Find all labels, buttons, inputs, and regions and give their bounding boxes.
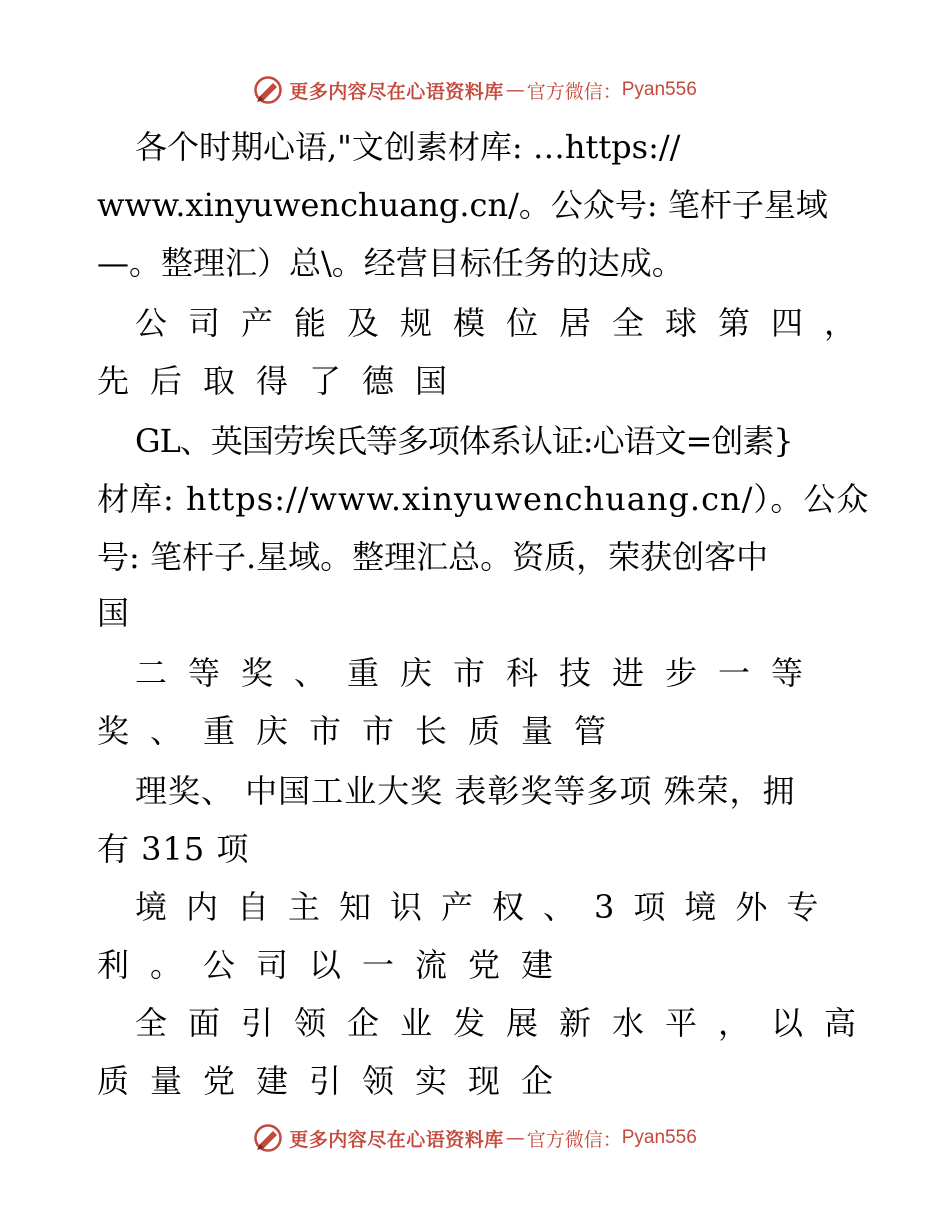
pen-logo-icon — [253, 75, 283, 105]
body-line: 二等奖、重庆市科技进步一等 — [135, 654, 825, 692]
body-line: 材库: https://www.xinyuwenchuang.cn/）。公众 — [97, 480, 870, 518]
body-line: www.xinyuwenchuang.cn/。公众号: 笔杆子星域 — [97, 186, 828, 224]
body-line: 奖、重庆市市长质量管 — [97, 712, 628, 750]
banner-text: 更多内容尽在心语资料库 — [289, 1128, 504, 1151]
body-line: 有 315 项 — [97, 830, 250, 868]
pen-logo-icon — [253, 1123, 283, 1153]
body-line: 国 — [97, 594, 130, 632]
body-line: 质量党建引领实现企 — [97, 1062, 575, 1100]
banner-wechat-label: 官方微信： — [526, 1128, 622, 1151]
body-line: 公司产能及规模位居全球第四， — [135, 304, 878, 342]
banner-separator: — — [505, 1127, 525, 1149]
footer-watermark-banner — [0, 1118, 950, 1158]
body-line: 号: 笔杆子.星域。整理汇总。资质，荣获创客中 — [97, 538, 769, 576]
body-line: 先后取得了德国 — [97, 362, 469, 400]
body-line: 境内自主知识产权、3项境外专 — [135, 888, 838, 926]
banner-wechat-label: 官方微信： — [526, 80, 622, 103]
body-line: 全面引领企业发展新水平，以高 — [135, 1004, 878, 1042]
banner-handle: Pyan556 — [621, 79, 697, 100]
banner-text: 更多内容尽在心语资料库 — [289, 80, 504, 103]
banner-separator: — — [505, 79, 525, 101]
body-line: 利。公司以一流党建 — [97, 946, 575, 984]
body-line: GL、英国劳埃氏等多项体系认证:心语文=创素} — [135, 422, 793, 460]
body-line: 各个时期心语,"文创素材库: …https:// — [135, 128, 681, 166]
body-line: —。整理汇）总\。经营目标任务的达成。 — [97, 244, 684, 282]
body-line: 理奖、 中国工业大奖 表彰奖等多项 殊荣，拥 — [135, 772, 796, 810]
banner-handle: Pyan556 — [621, 1127, 697, 1148]
header-watermark-banner — [0, 70, 950, 110]
